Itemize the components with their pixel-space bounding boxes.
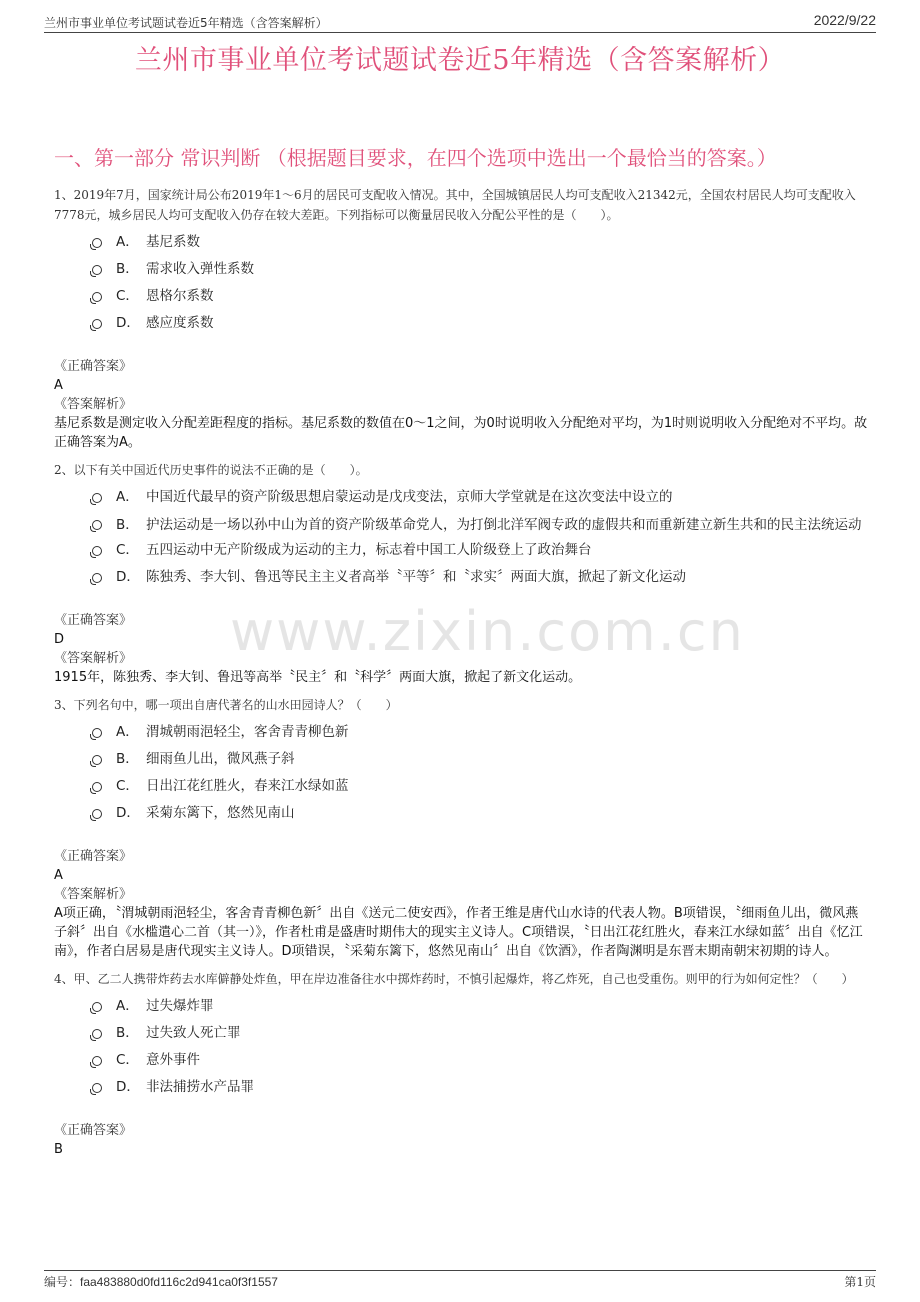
option-a[interactable] <box>92 719 869 746</box>
answer-block <box>54 611 869 687</box>
option-text: 过失爆炸罪 <box>146 998 214 1014</box>
option-text: 陈独秀、李大钊、鲁迅等民主主义者高举〝平等〞和〝求实〞两面大旗，掀起了新文化运动 <box>146 569 686 585</box>
option-letter: B． <box>116 517 139 533</box>
radio-icon[interactable] <box>92 782 102 792</box>
option-c[interactable] <box>92 773 869 800</box>
radio-icon[interactable] <box>92 1056 102 1066</box>
option-text: 渭城朝雨浥轻尘，客舍青青柳色新 <box>146 724 349 740</box>
radio-icon[interactable] <box>92 728 102 738</box>
answer-label: 《正确答案》 <box>54 613 133 628</box>
question-3 <box>54 695 869 961</box>
option-text: 恩格尔系数 <box>146 288 214 304</box>
option-a[interactable] <box>92 993 869 1020</box>
page-footer <box>44 1270 876 1291</box>
option-b[interactable] <box>92 746 869 773</box>
option-d[interactable] <box>92 310 869 337</box>
answer-label: 《正确答案》 <box>54 849 133 864</box>
answer-value: D <box>54 632 65 647</box>
option-text: 需求收入弹性系数 <box>146 261 254 277</box>
radio-icon[interactable] <box>92 809 102 819</box>
radio-icon[interactable] <box>92 1029 102 1039</box>
radio-icon[interactable] <box>92 238 102 248</box>
option-text: 意外事件 <box>146 1052 200 1068</box>
analysis-label: 《答案解析》 <box>54 887 133 902</box>
radio-icon[interactable] <box>92 546 102 556</box>
option-letter: D． <box>116 569 140 585</box>
radio-icon[interactable] <box>92 755 102 765</box>
option-letter: A． <box>116 998 139 1014</box>
option-text: 日出江花红胜火，春来江水绿如蓝 <box>146 778 349 794</box>
option-letter: B． <box>116 261 139 277</box>
option-list <box>92 719 869 827</box>
option-text: 非法捕捞水产品罪 <box>146 1079 254 1095</box>
header-doc-name: 兰州市事业单位考试题试卷近5年精选（含答案解析） <box>44 16 328 30</box>
option-letter: D． <box>116 805 140 821</box>
option-d[interactable] <box>92 564 869 591</box>
page-header <box>44 12 876 33</box>
option-a[interactable] <box>92 229 869 256</box>
option-text: 护法运动是一场以孙中山为首的资产阶级革命党人，为打倒北洋军阀专政的虚假共和而重新建立新生共和的民主法统运动 <box>146 517 862 533</box>
footer-page-number: 第1页 <box>844 1275 876 1289</box>
radio-icon[interactable] <box>92 292 102 302</box>
option-list <box>92 229 869 337</box>
option-c[interactable] <box>92 283 869 310</box>
option-letter: D． <box>116 315 140 331</box>
question-stem: 1、2019年7月，国家统计局公布2019年1～6月的居民可支配收入情况。其中，全国城镇居民人均可支配收入21342元，全国农村居民人均可支配收入7778元，城乡居民人均可支配收入仍存在较大差距。下列指标可以衡量居民收入分配公平性的是（ ）。 <box>54 188 856 222</box>
option-text: 中国近代最早的资产阶级思想启蒙运动是戊戌变法，京师大学堂就是在这次变法中设立的 <box>146 489 673 505</box>
option-c[interactable] <box>92 1047 869 1074</box>
question-stem: 3、下列名句中，哪一项出自唐代著名的山水田园诗人？（ ） <box>54 698 398 712</box>
option-d[interactable] <box>92 1074 869 1101</box>
answer-block <box>54 1121 869 1159</box>
option-letter: C． <box>116 1052 139 1068</box>
answer-value: A <box>54 378 63 393</box>
question-stem: 4、甲、乙二人携带炸药去水库僻静处炸鱼，甲在岸边准备往水中掷炸药时，不慎引起爆炸，将乙炸死，自己也受重伤。则甲的行为如何定性？（ ） <box>54 972 854 986</box>
radio-icon[interactable] <box>92 520 102 530</box>
option-b[interactable] <box>92 256 869 283</box>
answer-block <box>54 847 869 961</box>
radio-icon[interactable] <box>92 319 102 329</box>
answer-label: 《正确答案》 <box>54 359 133 374</box>
question-list <box>54 185 869 1167</box>
option-text: 细雨鱼儿出，微风燕子斜 <box>146 751 295 767</box>
radio-icon[interactable] <box>92 1002 102 1012</box>
answer-value: B <box>54 1142 63 1157</box>
radio-icon[interactable] <box>92 493 102 503</box>
option-letter: A． <box>116 724 139 740</box>
analysis-text: 1915年，陈独秀、李大钊、鲁迅等高举〝民主〞和〝科学〞两面大旗，掀起了新文化运动。 <box>54 670 582 685</box>
option-letter: D． <box>116 1079 140 1095</box>
answer-value: A <box>54 868 63 883</box>
watermark: www.zixin.com.cn <box>230 600 745 663</box>
document-title: 兰州市事业单位考试题试卷近5年精选（含答案解析） <box>134 45 786 76</box>
radio-icon[interactable] <box>92 1083 102 1093</box>
option-letter: A． <box>116 234 139 250</box>
radio-icon[interactable] <box>92 265 102 275</box>
question-2 <box>54 460 869 687</box>
header-date: 2022/9/22 <box>813 12 876 28</box>
option-letter: C． <box>116 542 139 558</box>
analysis-text: 基尼系数是测定收入分配差距程度的指标。基尼系数的数值在0～1之间，为0时说明收入分配绝对平均，为1时则说明收入分配绝对不平均。故正确答案为A。 <box>54 416 868 450</box>
option-letter: C． <box>116 778 139 794</box>
option-text: 采菊东篱下，悠然见南山 <box>146 805 295 821</box>
option-text: 过失致人死亡罪 <box>146 1025 241 1041</box>
option-b[interactable] <box>92 511 869 537</box>
answer-block <box>54 357 869 452</box>
option-text: 感应度系数 <box>146 315 214 331</box>
question-4 <box>54 969 869 1159</box>
answer-label: 《正确答案》 <box>54 1123 133 1138</box>
radio-icon[interactable] <box>92 573 102 583</box>
footer-code: 编号：faa483880d0fd116c2d941ca0f3f1557 <box>44 1275 278 1289</box>
option-b[interactable] <box>92 1020 869 1047</box>
option-letter: B． <box>116 1025 139 1041</box>
question-1 <box>54 185 869 452</box>
analysis-label: 《答案解析》 <box>54 651 133 666</box>
option-letter: A． <box>116 489 139 505</box>
analysis-text: A项正确，〝渭城朝雨浥轻尘，客舍青青柳色新〞出自《送元二使安西》，作者王维是唐代山水诗的代表人物。B项错误，〝细雨鱼儿出，微风燕子斜〞出自《水槛遣心二首（其一）》，作者杜甫是盛唐时期伟大的现实主义诗人。C项错误，〝日出江花红胜火，春来江水绿如蓝〞出自《忆江南》，作者白居易是唐代现实主义诗人。D项错误，〝采菊东篱下，悠然见南山〞出自《饮酒》，作者陶渊明是东晋末期南朝宋初期的诗人。 <box>54 906 863 959</box>
question-stem: 2、以下有关中国近代历史事件的说法不正确的是（ ）。 <box>54 463 368 477</box>
option-d[interactable] <box>92 800 869 827</box>
analysis-label: 《答案解析》 <box>54 397 133 412</box>
section-heading: 一、第一部分 常识判断 （根据题目要求，在四个选项中选出一个最恰当的答案。） <box>54 146 777 170</box>
option-a[interactable] <box>92 484 869 511</box>
option-letter: B． <box>116 751 139 767</box>
option-list <box>92 993 869 1101</box>
option-letter: C． <box>116 288 139 304</box>
option-text: 基尼系数 <box>146 234 200 250</box>
option-list <box>92 484 869 591</box>
option-text: 五四运动中无产阶级成为运动的主力，标志着中国工人阶级登上了政治舞台 <box>146 542 592 558</box>
option-c[interactable] <box>92 537 869 564</box>
